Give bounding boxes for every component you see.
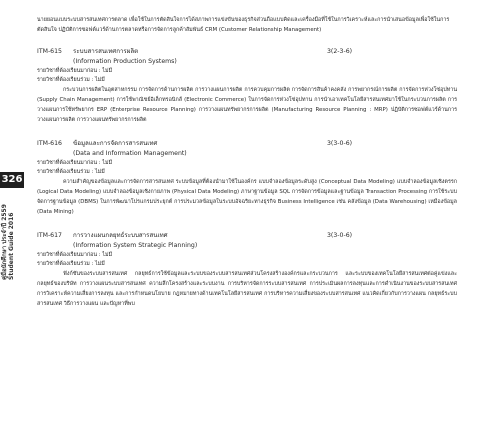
side-guide-title bbox=[1, 190, 23, 280]
course-itm-616 bbox=[37, 139, 457, 217]
page-number-tab: 326 bbox=[0, 172, 24, 188]
course-header bbox=[37, 139, 457, 149]
guide-title-en: Student Guide 2016 bbox=[8, 212, 15, 280]
course-code: ITM-616 bbox=[37, 140, 62, 147]
intro-paragraph: นายยอนแบบระบบสารสนเทศการตลาด เพื่อใช้ในการตัดสินใจการได้สภาพการแข่งขันของธุรกิจส่วนถือแบบคิดและเครื่องมือที่ใช้ในการวิเคราะห์และการนำเสนอข้อมูลเพื่อใช้ในการตัดสินใจ ปฏิบัติการซอฟต์แวร์ด้านการตลาดหรือการจัดการลูกค้าสัมพันธ์ CRM (Customer Relationship Management) bbox=[37, 17, 450, 33]
course-coreq: รายวิชาที่ต้องเรียนร่วม : ไม่มี bbox=[37, 169, 105, 175]
course-title-th: การวางแผนกลยุทธ์ระบบสารสนเทศ bbox=[73, 232, 168, 239]
course-itm-615 bbox=[37, 47, 457, 125]
course-title-th: ระบบสารสนเทศการผลิต bbox=[73, 48, 139, 55]
course-description: ความสำคัญของข้อมูลและการจัดการสารสนเทศ ระบบข้อมูลที่ต้องนำมาใช้ในองค์กร แบบจำลองข้อมูลระดับสูง (Conceptual Data Modeling) แบบจำลองข้อมูลเชิงตรรก (Logical Data Modeling) แบบจำลองข้อมูลเชิงกายภาพ (Physical Data Modeling) ภาษาฐานข้อมูล SQL การจัดการข้อมูลและฐานข้อมูล Transaction Processing การใช้ระบบจัดการฐานข้อมูล (DBMS) ในการพัฒนาโปรแกรมประยุกต์ การประมวลข้อมูลในระบบอัจฉริยะทางธุรกิจ Business Intelligence เช่น คลังข้อมูล (Data Warehousing) เหมืองข้อมูล (Data Mining) bbox=[37, 179, 457, 215]
course-prereq: รายวิชาที่ต้องเรียนมาก่อน : ไม่มี bbox=[37, 160, 113, 166]
course-title-en: (Information Production Systems) bbox=[73, 58, 177, 65]
course-credits: 3(3-0-6) bbox=[327, 232, 353, 239]
course-prereq: รายวิชาที่ต้องเรียนมาก่อน : ไม่มี bbox=[37, 252, 113, 258]
course-title-en: (Information System Strategic Planning) bbox=[73, 242, 198, 249]
course-title-th: ข้อมูลและการจัดการสารสนเทศ bbox=[73, 140, 158, 147]
course-description: ฟังก์ชันของระบบสารสนเทศ กลยุทธ์การใช้ข้อมูลและระบบของระบบสารสนเทศส่วนโครงสร้างองค์กรและกระบวนการ และระบบของเทคโนโลยีสารสนเทศต่อคู่แข่งและกลยุทธ์ของบริษัท การวางแผนระบบสารสนเทศ ความลึกโครงสร้างและระบบงาน การบริหารจัดการระบบสารสนเทศ การประเมินผลการลงทุนและการดำเนินงานของระบบสารสนเทศ การวิเคราะห์ความเสี่ยงการลงทุน และการกำหนดนโยบาย กฎหมายทางด้านเทคโนโลยีสารสนเทศ การบริหารความเสี่ยงของระบบสารสนเทศ แนวคิดเกี่ยวกับการวางแผน กลยุทธ์ระบบสารสนเทศ วิธีการวางแผน และปัญหาที่พบ bbox=[37, 271, 457, 307]
course-code: ITM-617 bbox=[37, 232, 62, 239]
course-description: กระบวนการผลิตในอุตสาหกรรม การจัดการด้านการผลิต การวางแผนการผลิต การควบคุมการผลิต การจัดการสินค้าคงคลัง การพยากรณ์การผลิต การจัดการห่วงโซ่อุปทาน (Supply Chain Management) การใช้พาณิชย์อิเล็กทรอนิกส์ (Electronic Commerce) ในการจัดการห่วงโซ่อุปทาน การนำเอาเทคโนโลยีสารสนเทศมาใช้ในกระบวนการผลิต การวางแผนการใช้ทรัพยากร ERP (Enterprise Resource Planning) การวางแผนทรัพยากรการผลิต (Manufacturing Resource Planning : MRP) ปฏิบัติการซอฟต์แวร์ด้านการวางแผนการผลิต การวางแผนทรัพยากรการผลิต bbox=[37, 87, 457, 123]
course-credits: 3(2-3-6) bbox=[327, 48, 353, 55]
course-credits: 3(3-0-6) bbox=[327, 140, 353, 147]
course-coreq: รายวิชาที่ต้องเรียนร่วม : ไม่มี bbox=[37, 77, 105, 83]
course-header bbox=[37, 231, 457, 241]
course-title-en: (Data and Information Management) bbox=[73, 150, 187, 157]
course-code: ITM-615 bbox=[37, 48, 62, 55]
course-itm-617 bbox=[37, 231, 457, 309]
guide-title-th: คู่มือนักศึกษา ประจำปี 2559 bbox=[1, 204, 8, 280]
course-coreq: รายวิชาที่ต้องเรียนร่วม : ไม่มี bbox=[37, 261, 105, 267]
course-header bbox=[37, 47, 457, 57]
page-content bbox=[37, 15, 457, 309]
course-prereq: รายวิชาที่ต้องเรียนมาก่อน : ไม่มี bbox=[37, 68, 113, 74]
